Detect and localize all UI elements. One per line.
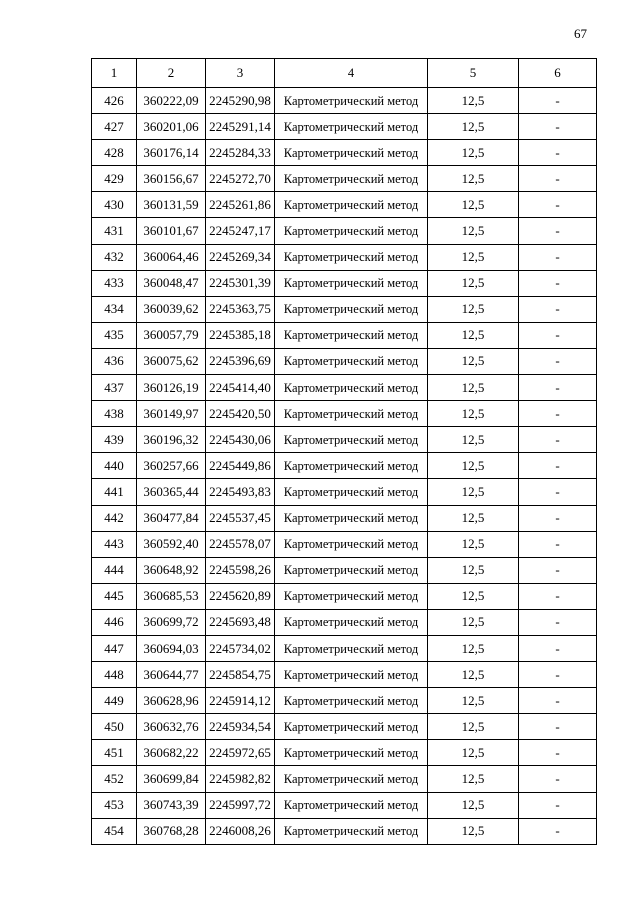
header-cell-x-coordinate: 2 bbox=[137, 59, 206, 88]
description-cell: - bbox=[519, 688, 597, 714]
table-row bbox=[92, 792, 597, 818]
description-cell: - bbox=[519, 166, 597, 192]
x-coordinate-cell: 360699,84 bbox=[137, 766, 206, 792]
method-cell: Картометрический метод bbox=[275, 270, 428, 296]
table-row bbox=[92, 688, 597, 714]
description-cell: - bbox=[519, 244, 597, 270]
point-number-cell: 452 bbox=[92, 766, 137, 792]
method-cell: Картометрический метод bbox=[275, 531, 428, 557]
description-cell: - bbox=[519, 296, 597, 322]
point-number-cell: 448 bbox=[92, 662, 137, 688]
table-row bbox=[92, 479, 597, 505]
y-coordinate-cell: 2245537,45 bbox=[206, 505, 275, 531]
y-coordinate-cell: 2245301,39 bbox=[206, 270, 275, 296]
y-coordinate-cell: 2245972,65 bbox=[206, 740, 275, 766]
method-cell: Картометрический метод bbox=[275, 635, 428, 661]
accuracy-cell: 12,5 bbox=[428, 296, 519, 322]
x-coordinate-cell: 360644,77 bbox=[137, 662, 206, 688]
point-number-cell: 426 bbox=[92, 88, 137, 114]
method-cell: Картометрический метод bbox=[275, 140, 428, 166]
description-cell: - bbox=[519, 114, 597, 140]
table-row bbox=[92, 609, 597, 635]
x-coordinate-cell: 360149,97 bbox=[137, 401, 206, 427]
y-coordinate-cell: 2246008,26 bbox=[206, 818, 275, 844]
x-coordinate-cell: 360592,40 bbox=[137, 531, 206, 557]
accuracy-cell: 12,5 bbox=[428, 583, 519, 609]
point-number-cell: 445 bbox=[92, 583, 137, 609]
method-cell: Картометрический метод bbox=[275, 453, 428, 479]
method-cell: Картометрический метод bbox=[275, 427, 428, 453]
accuracy-cell: 12,5 bbox=[428, 375, 519, 401]
description-cell: - bbox=[519, 740, 597, 766]
accuracy-cell: 12,5 bbox=[428, 244, 519, 270]
point-number-cell: 446 bbox=[92, 609, 137, 635]
table-row bbox=[92, 714, 597, 740]
description-cell: - bbox=[519, 818, 597, 844]
point-number-cell: 454 bbox=[92, 818, 137, 844]
accuracy-cell: 12,5 bbox=[428, 531, 519, 557]
accuracy-cell: 12,5 bbox=[428, 635, 519, 661]
x-coordinate-cell: 360176,14 bbox=[137, 140, 206, 166]
description-cell: - bbox=[519, 348, 597, 374]
point-number-cell: 436 bbox=[92, 348, 137, 374]
table-row bbox=[92, 453, 597, 479]
description-cell: - bbox=[519, 88, 597, 114]
description-cell: - bbox=[519, 479, 597, 505]
page-number: 67 bbox=[574, 26, 587, 41]
x-coordinate-cell: 360365,44 bbox=[137, 479, 206, 505]
y-coordinate-cell: 2245997,72 bbox=[206, 792, 275, 818]
accuracy-cell: 12,5 bbox=[428, 348, 519, 374]
point-number-cell: 434 bbox=[92, 296, 137, 322]
accuracy-cell: 12,5 bbox=[428, 766, 519, 792]
x-coordinate-cell: 360222,09 bbox=[137, 88, 206, 114]
y-coordinate-cell: 2245291,14 bbox=[206, 114, 275, 140]
description-cell: - bbox=[519, 375, 597, 401]
table-row bbox=[92, 427, 597, 453]
table-row bbox=[92, 166, 597, 192]
x-coordinate-cell: 360648,92 bbox=[137, 557, 206, 583]
x-coordinate-cell: 360201,06 bbox=[137, 114, 206, 140]
point-number-cell: 440 bbox=[92, 453, 137, 479]
accuracy-cell: 12,5 bbox=[428, 218, 519, 244]
accuracy-cell: 12,5 bbox=[428, 479, 519, 505]
method-cell: Картометрический метод bbox=[275, 583, 428, 609]
point-number-cell: 453 bbox=[92, 792, 137, 818]
x-coordinate-cell: 360694,03 bbox=[137, 635, 206, 661]
point-number-cell: 451 bbox=[92, 740, 137, 766]
point-number-cell: 431 bbox=[92, 218, 137, 244]
accuracy-cell: 12,5 bbox=[428, 401, 519, 427]
method-cell: Картометрический метод bbox=[275, 505, 428, 531]
y-coordinate-cell: 2245414,40 bbox=[206, 375, 275, 401]
accuracy-cell: 12,5 bbox=[428, 557, 519, 583]
method-cell: Картометрический метод bbox=[275, 688, 428, 714]
x-coordinate-cell: 360768,28 bbox=[137, 818, 206, 844]
accuracy-cell: 12,5 bbox=[428, 192, 519, 218]
y-coordinate-cell: 2245284,33 bbox=[206, 140, 275, 166]
y-coordinate-cell: 2245598,26 bbox=[206, 557, 275, 583]
point-number-cell: 427 bbox=[92, 114, 137, 140]
y-coordinate-cell: 2245982,82 bbox=[206, 766, 275, 792]
table-row bbox=[92, 635, 597, 661]
accuracy-cell: 12,5 bbox=[428, 714, 519, 740]
x-coordinate-cell: 360064,46 bbox=[137, 244, 206, 270]
x-coordinate-cell: 360257,66 bbox=[137, 453, 206, 479]
point-number-cell: 449 bbox=[92, 688, 137, 714]
table-row bbox=[92, 375, 597, 401]
accuracy-cell: 12,5 bbox=[428, 166, 519, 192]
point-number-cell: 433 bbox=[92, 270, 137, 296]
y-coordinate-cell: 2245290,98 bbox=[206, 88, 275, 114]
method-cell: Картометрический метод bbox=[275, 88, 428, 114]
table-row bbox=[92, 192, 597, 218]
method-cell: Картометрический метод bbox=[275, 401, 428, 427]
description-cell: - bbox=[519, 583, 597, 609]
y-coordinate-cell: 2245693,48 bbox=[206, 609, 275, 635]
description-cell: - bbox=[519, 714, 597, 740]
description-cell: - bbox=[519, 766, 597, 792]
point-number-cell: 435 bbox=[92, 322, 137, 348]
y-coordinate-cell: 2245247,17 bbox=[206, 218, 275, 244]
y-coordinate-cell: 2245385,18 bbox=[206, 322, 275, 348]
accuracy-cell: 12,5 bbox=[428, 818, 519, 844]
accuracy-cell: 12,5 bbox=[428, 427, 519, 453]
y-coordinate-cell: 2245449,86 bbox=[206, 453, 275, 479]
table-row bbox=[92, 583, 597, 609]
x-coordinate-cell: 360126,19 bbox=[137, 375, 206, 401]
method-cell: Картометрический метод bbox=[275, 557, 428, 583]
x-coordinate-cell: 360628,96 bbox=[137, 688, 206, 714]
accuracy-cell: 12,5 bbox=[428, 792, 519, 818]
method-cell: Картометрический метод bbox=[275, 296, 428, 322]
table-body bbox=[92, 59, 597, 845]
y-coordinate-cell: 2245272,70 bbox=[206, 166, 275, 192]
table-row bbox=[92, 348, 597, 374]
y-coordinate-cell: 2245854,75 bbox=[206, 662, 275, 688]
point-number-cell: 432 bbox=[92, 244, 137, 270]
method-cell: Картометрический метод bbox=[275, 244, 428, 270]
description-cell: - bbox=[519, 453, 597, 479]
table-row bbox=[92, 322, 597, 348]
method-cell: Картометрический метод bbox=[275, 114, 428, 140]
table-row bbox=[92, 662, 597, 688]
method-cell: Картометрический метод bbox=[275, 322, 428, 348]
accuracy-cell: 12,5 bbox=[428, 688, 519, 714]
y-coordinate-cell: 2245430,06 bbox=[206, 427, 275, 453]
method-cell: Картометрический метод bbox=[275, 192, 428, 218]
y-coordinate-cell: 2245269,34 bbox=[206, 244, 275, 270]
point-number-cell: 450 bbox=[92, 714, 137, 740]
x-coordinate-cell: 360131,59 bbox=[137, 192, 206, 218]
header-cell-y-coordinate: 3 bbox=[206, 59, 275, 88]
accuracy-cell: 12,5 bbox=[428, 505, 519, 531]
point-number-cell: 437 bbox=[92, 375, 137, 401]
x-coordinate-cell: 360743,39 bbox=[137, 792, 206, 818]
y-coordinate-cell: 2245934,54 bbox=[206, 714, 275, 740]
y-coordinate-cell: 2245420,50 bbox=[206, 401, 275, 427]
table-row bbox=[92, 296, 597, 322]
x-coordinate-cell: 360682,22 bbox=[137, 740, 206, 766]
x-coordinate-cell: 360075,62 bbox=[137, 348, 206, 374]
accuracy-cell: 12,5 bbox=[428, 114, 519, 140]
y-coordinate-cell: 2245914,12 bbox=[206, 688, 275, 714]
point-number-cell: 430 bbox=[92, 192, 137, 218]
accuracy-cell: 12,5 bbox=[428, 88, 519, 114]
description-cell: - bbox=[519, 609, 597, 635]
description-cell: - bbox=[519, 218, 597, 244]
method-cell: Картометрический метод bbox=[275, 662, 428, 688]
description-cell: - bbox=[519, 192, 597, 218]
description-cell: - bbox=[519, 531, 597, 557]
accuracy-cell: 12,5 bbox=[428, 453, 519, 479]
description-cell: - bbox=[519, 792, 597, 818]
table-row bbox=[92, 140, 597, 166]
point-number-cell: 428 bbox=[92, 140, 137, 166]
y-coordinate-cell: 2245578,07 bbox=[206, 531, 275, 557]
method-cell: Картометрический метод bbox=[275, 766, 428, 792]
table-row bbox=[92, 270, 597, 296]
description-cell: - bbox=[519, 427, 597, 453]
table-row bbox=[92, 114, 597, 140]
accuracy-cell: 12,5 bbox=[428, 140, 519, 166]
x-coordinate-cell: 360039,62 bbox=[137, 296, 206, 322]
accuracy-cell: 12,5 bbox=[428, 609, 519, 635]
description-cell: - bbox=[519, 322, 597, 348]
description-cell: - bbox=[519, 635, 597, 661]
accuracy-cell: 12,5 bbox=[428, 270, 519, 296]
table-row bbox=[92, 531, 597, 557]
x-coordinate-cell: 360632,76 bbox=[137, 714, 206, 740]
header-cell-point-number: 1 bbox=[92, 59, 137, 88]
table-row bbox=[92, 401, 597, 427]
method-cell: Картометрический метод bbox=[275, 792, 428, 818]
table-row bbox=[92, 218, 597, 244]
x-coordinate-cell: 360057,79 bbox=[137, 322, 206, 348]
description-cell: - bbox=[519, 557, 597, 583]
x-coordinate-cell: 360685,53 bbox=[137, 583, 206, 609]
y-coordinate-cell: 2245493,83 bbox=[206, 479, 275, 505]
method-cell: Картометрический метод bbox=[275, 714, 428, 740]
header-cell-description: 6 bbox=[519, 59, 597, 88]
x-coordinate-cell: 360477,84 bbox=[137, 505, 206, 531]
coordinates-table bbox=[91, 58, 597, 845]
y-coordinate-cell: 2245620,89 bbox=[206, 583, 275, 609]
x-coordinate-cell: 360699,72 bbox=[137, 609, 206, 635]
y-coordinate-cell: 2245396,69 bbox=[206, 348, 275, 374]
description-cell: - bbox=[519, 662, 597, 688]
header-cell-method: 4 bbox=[275, 59, 428, 88]
table-header-row bbox=[92, 59, 597, 88]
method-cell: Картометрический метод bbox=[275, 818, 428, 844]
y-coordinate-cell: 2245734,02 bbox=[206, 635, 275, 661]
method-cell: Картометрический метод bbox=[275, 348, 428, 374]
table-row bbox=[92, 766, 597, 792]
y-coordinate-cell: 2245363,75 bbox=[206, 296, 275, 322]
description-cell: - bbox=[519, 140, 597, 166]
point-number-cell: 442 bbox=[92, 505, 137, 531]
description-cell: - bbox=[519, 270, 597, 296]
accuracy-cell: 12,5 bbox=[428, 740, 519, 766]
point-number-cell: 443 bbox=[92, 531, 137, 557]
method-cell: Картометрический метод bbox=[275, 166, 428, 192]
point-number-cell: 447 bbox=[92, 635, 137, 661]
description-cell: - bbox=[519, 505, 597, 531]
point-number-cell: 441 bbox=[92, 479, 137, 505]
y-coordinate-cell: 2245261,86 bbox=[206, 192, 275, 218]
method-cell: Картометрический метод bbox=[275, 740, 428, 766]
table-row bbox=[92, 740, 597, 766]
accuracy-cell: 12,5 bbox=[428, 322, 519, 348]
x-coordinate-cell: 360196,32 bbox=[137, 427, 206, 453]
method-cell: Картометрический метод bbox=[275, 609, 428, 635]
method-cell: Картометрический метод bbox=[275, 375, 428, 401]
table-row bbox=[92, 818, 597, 844]
point-number-cell: 429 bbox=[92, 166, 137, 192]
x-coordinate-cell: 360048,47 bbox=[137, 270, 206, 296]
description-cell: - bbox=[519, 401, 597, 427]
table-row bbox=[92, 557, 597, 583]
table-row bbox=[92, 505, 597, 531]
point-number-cell: 439 bbox=[92, 427, 137, 453]
x-coordinate-cell: 360156,67 bbox=[137, 166, 206, 192]
method-cell: Картометрический метод bbox=[275, 479, 428, 505]
table-row bbox=[92, 244, 597, 270]
x-coordinate-cell: 360101,67 bbox=[137, 218, 206, 244]
point-number-cell: 444 bbox=[92, 557, 137, 583]
accuracy-cell: 12,5 bbox=[428, 662, 519, 688]
header-cell-accuracy: 5 bbox=[428, 59, 519, 88]
point-number-cell: 438 bbox=[92, 401, 137, 427]
method-cell: Картометрический метод bbox=[275, 218, 428, 244]
table-row bbox=[92, 88, 597, 114]
